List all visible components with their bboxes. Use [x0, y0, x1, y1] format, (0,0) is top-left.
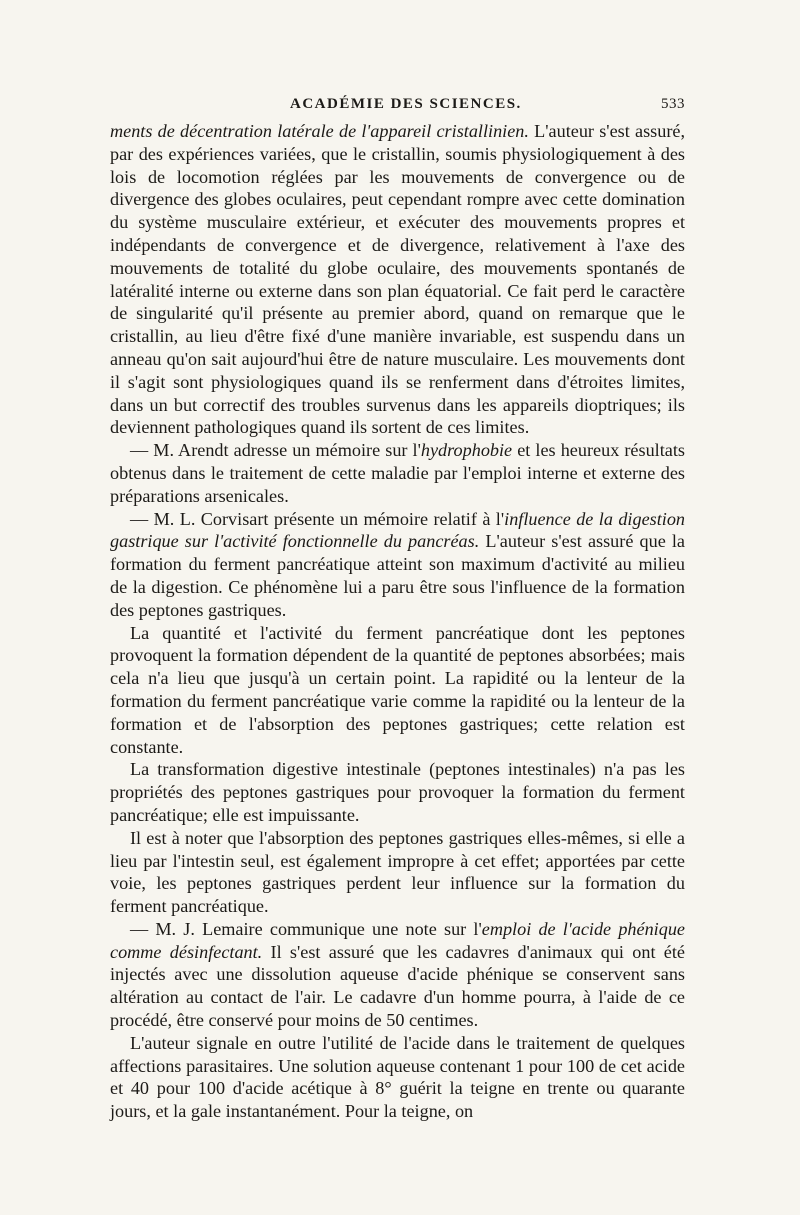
text-run: — M. L. Corvisart présente un mémoire relatif à l' — [130, 508, 505, 529]
italic-text: hydrophobie — [420, 440, 513, 461]
page-number: 533 — [661, 96, 685, 112]
text-run: La quantité et l'activité du ferment pancréatique dont les peptones provoquent la formation dépendent de la quantité de peptones absorbées; mais cela n'a lieu que jusqu'à un certain point. La rapidité ou la lenteur de la formation du ferment pancréatique varie comme la rapidité ou la lenteur de la formation et de l'absorption des peptones gastriques; cette relation est constante. — [110, 622, 685, 757]
paragraph — [110, 827, 685, 918]
text-run: — M. Arendt adresse un mémoire sur l' — [130, 440, 421, 461]
italic-text: emploi de l'acide phénique comme désinfectant. — [110, 918, 685, 962]
text-run: L'auteur signale en outre l'utilité de l'acide dans le traitement de quelques affections parasitaires. Une solution aqueuse contenant 1 pour 100 de cet acide et 40 pour 100 d'acide acétique à 8° guérit la teigne en trente ou quarante jours, et la gale instantanément. Pour la teigne, on — [110, 1032, 685, 1122]
paragraph — [110, 918, 685, 1032]
body-text — [110, 120, 685, 1123]
running-header — [110, 96, 685, 120]
paragraph — [110, 120, 685, 439]
paragraph — [110, 758, 685, 826]
paragraph — [110, 1032, 685, 1123]
paragraph — [110, 439, 685, 507]
text-run: L'auteur s'est assuré, par des expériences variées, que le cristallin, soumis physiologiquement à des lois de locomotion réglées par les mouvements de convergence ou de divergence des globes oculaires, peut cependant rompre avec cette domination du système musculaire extérieur, et exécuter des mouvements propres et indépendants de convergence et de divergence, relativement à l'axe des mouvements de totalité du globe oculaire, des mouvements spontanés de latéralité interne ou externe dans son plan équatorial. Ce fait perd le caractère de singularité qu'il présente au premier abord, quand on remarque que le cristallin, au lieu d'être fixé d'une manière invariable, est suspendu dans un anneau qu'on sait aujourd'hui être de nature musculaire. Les mouvements dont il s'agit sont physiologiques quand ils se renferment dans d'étroites limites, dans un but correctif des troubles survenus dans les appareils dioptriques; ils deviennent pathologiques quand ils sortent de ces limites. — [110, 121, 685, 438]
document-page — [110, 96, 685, 1123]
italic-text: ments de décentration latérale de l'appareil cristallinien. — [110, 121, 529, 141]
text-run: La transformation digestive intestinale (peptones intestinales) n'a pas les propriétés des peptones gastriques pour provoquer la formation du ferment pancréatique; elle est impuissante. — [110, 759, 685, 825]
paragraph — [110, 622, 685, 759]
text-run: — M. J. Lemaire communique une note sur l' — [130, 918, 482, 939]
paragraph — [110, 508, 685, 622]
text-run: et les heureux résultats obtenus dans le traitement de cette maladie par l'emploi interne et externe des préparations arsenicales. — [110, 440, 685, 506]
header-title: ACADÉMIE DES SCIENCES. — [290, 96, 522, 112]
text-run: L'auteur s'est assuré que la formation du ferment pancréatique atteint son maximum d'activité au milieu de la digestion. Ce phénomène lui a paru être sous l'influence de la formation des peptones gastriques. — [110, 531, 685, 620]
text-run: Il s'est assuré que les cadavres d'animaux qui ont été injectés avec une dissolution aqueuse d'acide phénique se conservent sans altération au contact de l'air. Le cadavre d'un homme pourra, à l'aide de ce procédé, être conservé pour moins de 50 centimes. — [110, 941, 686, 1031]
italic-text: influence de la digestion gastrique sur l'activité fonctionnelle du pancréas. — [110, 508, 686, 552]
text-run: Il est à noter que l'absorption des peptones gastriques elles-mêmes, si elle a lieu par l'intestin seul, est également impropre à cet effet; apportées par cette voie, les peptones gastriques perdent leur influence sur la formation du ferment pancréatique. — [110, 827, 685, 917]
